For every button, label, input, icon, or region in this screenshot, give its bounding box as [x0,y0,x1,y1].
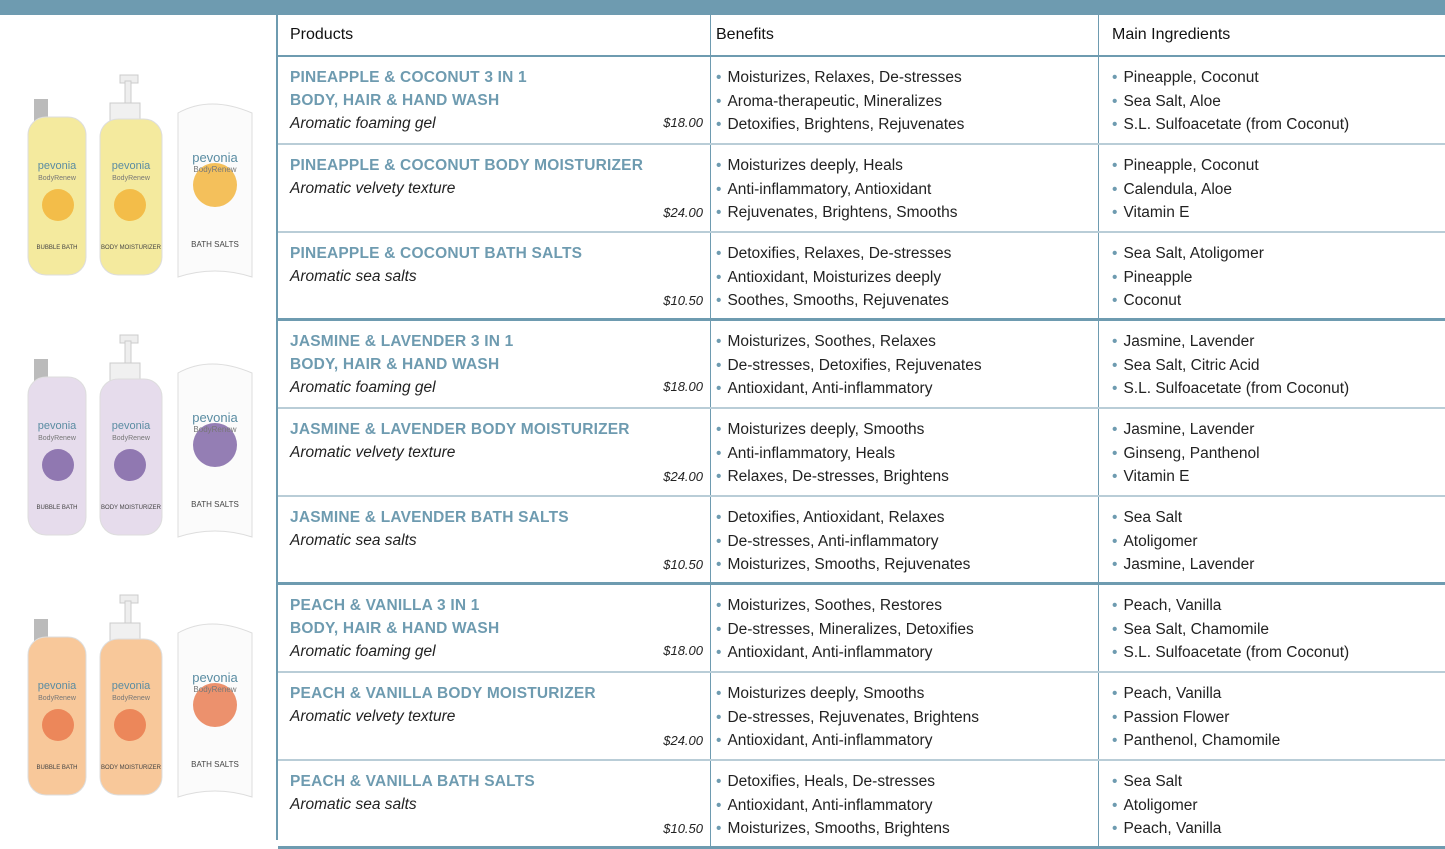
brand-logo: pevonia [111,420,151,432]
brand-logo: pevonia [192,670,238,685]
table-row [278,145,1445,233]
benefit-item: • Moisturizes deeply, Heals [716,154,957,178]
ingredients-list [1112,770,1221,841]
header-products: Products [290,26,354,43]
ingredient-item: • S.L. Sulfoacetate (from Coconut) [1112,377,1349,401]
ingredient-item: • Vitamin E [1112,465,1260,489]
brand-logo: pevonia [37,420,77,432]
product-name [290,594,710,663]
table-row [278,321,1445,409]
benefit-item: • Anti-inflammatory, Heals [716,442,949,466]
ingredient-item: • Pineapple [1112,266,1264,290]
product-price: $24.00 [663,733,703,748]
sub-brand: BodyRenew [38,435,76,442]
product-table [278,15,1445,849]
benefit-item: • De-stresses, Rejuvenates, Brightens [716,706,979,730]
table-header [278,15,1445,57]
ingredients-list [1112,418,1260,489]
table-row [278,673,1445,761]
benefit-item: • Moisturizes, Relaxes, De-stresses [716,66,964,90]
ingredient-item: • S.L. Sulfoacetate (from Coconut) [1112,113,1349,137]
product-name [290,418,710,464]
product-group-photo [20,325,260,550]
ingredient-item: • Vitamin E [1112,201,1259,225]
sub-brand: BodyRenew [193,425,237,434]
brand-logo: pevonia [37,160,77,172]
product-name-line1: JASMINE & LAVENDER BATH SALTS [290,509,569,526]
benefit-item: • Rejuvenates, Brightens, Smooths [716,201,957,225]
product-price: $10.50 [663,293,703,308]
benefit-item: • Antioxidant, Moisturizes deeply [716,266,951,290]
product-description: Aromatic velvety texture [290,444,456,461]
product-name [290,682,710,728]
ingredients-list [1112,330,1349,401]
product-price: $18.00 [663,643,703,658]
ingredient-item: • Ginseng, Panthenol [1112,442,1260,466]
benefit-item: • De-stresses, Mineralizes, Detoxifies [716,618,974,642]
product-photos-column [0,15,276,840]
table-row [278,233,1445,321]
product-name-line2: BODY, HAIR & HAND WASH [290,356,500,373]
ingredient-item: • Peach, Vanilla [1112,682,1280,706]
product-price: $10.50 [663,557,703,572]
ingredient-item: • Atoligomer [1112,794,1221,818]
product-name-line1: PEACH & VANILLA 3 IN 1 [290,597,480,614]
ingredient-item: • Coconut [1112,289,1264,313]
product-price: $18.00 [663,115,703,130]
header-ingredients: Main Ingredients [1112,26,1231,43]
benefit-item: • Soothes, Smooths, Rejuvenates [716,289,951,313]
bottle-label: BODY MOISTURIZER [101,505,161,511]
ingredient-item: • Atoligomer [1112,530,1254,554]
product-name [290,330,710,399]
product-name-line1: PINEAPPLE & COCONUT BODY MOISTURIZER [290,157,644,174]
product-name-line2: BODY, HAIR & HAND WASH [290,620,500,637]
ingredients-list [1112,506,1254,577]
benefit-item: • Aroma-therapeutic, Mineralizes [716,90,964,114]
ingredient-item: • Sea Salt, Aloe [1112,90,1349,114]
ingredient-item: • Sea Salt, Citric Acid [1112,354,1349,378]
benefit-item: • Moisturizes deeply, Smooths [716,418,949,442]
ingredients-list [1112,242,1264,313]
product-name-line1: PINEAPPLE & COCONUT 3 IN 1 [290,69,527,86]
ingredient-item: • Calendula, Aloe [1112,178,1259,202]
product-description: Aromatic sea salts [290,796,417,813]
ingredients-list [1112,66,1349,137]
table-row [278,409,1445,497]
product-name-line1: PEACH & VANILLA BODY MOISTURIZER [290,685,596,702]
sub-brand: BodyRenew [112,435,150,442]
benefit-item: • Moisturizes, Smooths, Rejuvenates [716,553,970,577]
ingredient-item: • Sea Salt, Atoligomer [1112,242,1264,266]
product-name-line1: PINEAPPLE & COCONUT BATH SALTS [290,245,583,262]
product-name-line1: PEACH & VANILLA BATH SALTS [290,773,535,790]
ingredients-list [1112,154,1259,225]
table-row [278,497,1445,585]
pouch-label: BATH SALTS [191,240,239,249]
bottle-label: BUBBLE BATH [36,245,78,251]
header-benefits: Benefits [716,26,774,43]
product-name [290,506,710,552]
product-description: Aromatic sea salts [290,268,417,285]
brand-logo: pevonia [37,680,77,692]
benefits-list [716,506,970,577]
sub-brand: BodyRenew [38,175,76,182]
sub-brand: BodyRenew [112,695,150,702]
benefit-item: • Moisturizes, Soothes, Relaxes [716,330,982,354]
brand-logo: pevonia [111,680,151,692]
benefits-list [716,154,957,225]
benefit-item: • De-stresses, Detoxifies, Rejuvenates [716,354,982,378]
ingredient-item: • Passion Flower [1112,706,1280,730]
sub-brand: BodyRenew [112,175,150,182]
brand-logo: pevonia [192,150,238,165]
ingredient-item: • Peach, Vanilla [1112,817,1221,841]
ingredient-item: • Panthenol, Chamomile [1112,729,1280,753]
benefit-item: • Detoxifies, Heals, De-stresses [716,770,950,794]
benefits-list [716,242,951,313]
bottle-label: BODY MOISTURIZER [101,245,161,251]
benefits-list [716,330,982,401]
benefit-item: • De-stresses, Anti-inflammatory [716,530,970,554]
brand-logo: pevonia [192,410,238,425]
benefit-item: • Antioxidant, Anti-inflammatory [716,641,974,665]
ingredient-item: • Sea Salt, Chamomile [1112,618,1349,642]
product-name-line2: BODY, HAIR & HAND WASH [290,92,500,109]
ingredient-item: • Jasmine, Lavender [1112,553,1254,577]
product-name [290,66,710,135]
ingredients-list [1112,594,1349,665]
table-row [278,57,1445,145]
product-description: Aromatic foaming gel [290,643,436,660]
benefit-item: • Antioxidant, Anti-inflammatory [716,729,979,753]
bottle-label: BUBBLE BATH [36,505,78,511]
product-name [290,242,710,288]
benefit-item: • Antioxidant, Anti-inflammatory [716,794,950,818]
benefit-item: • Anti-inflammatory, Antioxidant [716,178,957,202]
ingredient-item: • Sea Salt [1112,770,1221,794]
ingredient-item: • Pineapple, Coconut [1112,66,1349,90]
benefit-item: • Moisturizes, Soothes, Restores [716,594,974,618]
benefit-item: • Antioxidant, Anti-inflammatory [716,377,982,401]
bottle-label: BODY MOISTURIZER [101,765,161,771]
benefit-item: • Moisturizes, Smooths, Brightens [716,817,950,841]
bottle-label: BUBBLE BATH [36,765,78,771]
ingredient-item: • Jasmine, Lavender [1112,418,1260,442]
product-price: $18.00 [663,379,703,394]
benefit-item: • Detoxifies, Antioxidant, Relaxes [716,506,970,530]
product-name [290,770,710,816]
product-description: Aromatic foaming gel [290,115,436,132]
sub-brand: BodyRenew [38,695,76,702]
top-accent-bar [0,0,1445,15]
benefits-list [716,66,964,137]
product-price: $24.00 [663,205,703,220]
product-description: Aromatic velvety texture [290,180,456,197]
benefits-list [716,770,950,841]
ingredients-list [1112,682,1280,753]
benefit-item: • Moisturizes deeply, Smooths [716,682,979,706]
product-group-photo [20,65,260,290]
sub-brand: BodyRenew [193,165,237,174]
benefits-list [716,418,949,489]
product-name-line1: JASMINE & LAVENDER 3 IN 1 [290,333,514,350]
product-name [290,154,710,200]
ingredient-item: • S.L. Sulfoacetate (from Coconut) [1112,641,1349,665]
product-description: Aromatic foaming gel [290,379,436,396]
benefits-list [716,594,974,665]
ingredient-item: • Sea Salt [1112,506,1254,530]
ingredient-item: • Jasmine, Lavender [1112,330,1349,354]
product-name-line1: JASMINE & LAVENDER BODY MOISTURIZER [290,421,630,438]
benefit-item: • Detoxifies, Relaxes, De-stresses [716,242,951,266]
brand-logo: pevonia [111,160,151,172]
benefit-item: • Relaxes, De-stresses, Brightens [716,465,949,489]
table-row [278,585,1445,673]
table-row [278,761,1445,849]
product-group-photo [20,585,260,810]
ingredient-item: • Peach, Vanilla [1112,594,1349,618]
ingredient-item: • Pineapple, Coconut [1112,154,1259,178]
sub-brand: BodyRenew [193,685,237,694]
product-description: Aromatic velvety texture [290,708,456,725]
product-description: Aromatic sea salts [290,532,417,549]
pouch-label: BATH SALTS [191,500,239,509]
pouch-label: BATH SALTS [191,760,239,769]
product-price: $24.00 [663,469,703,484]
benefit-item: • Detoxifies, Brightens, Rejuvenates [716,113,964,137]
product-price: $10.50 [663,821,703,836]
benefits-list [716,682,979,753]
